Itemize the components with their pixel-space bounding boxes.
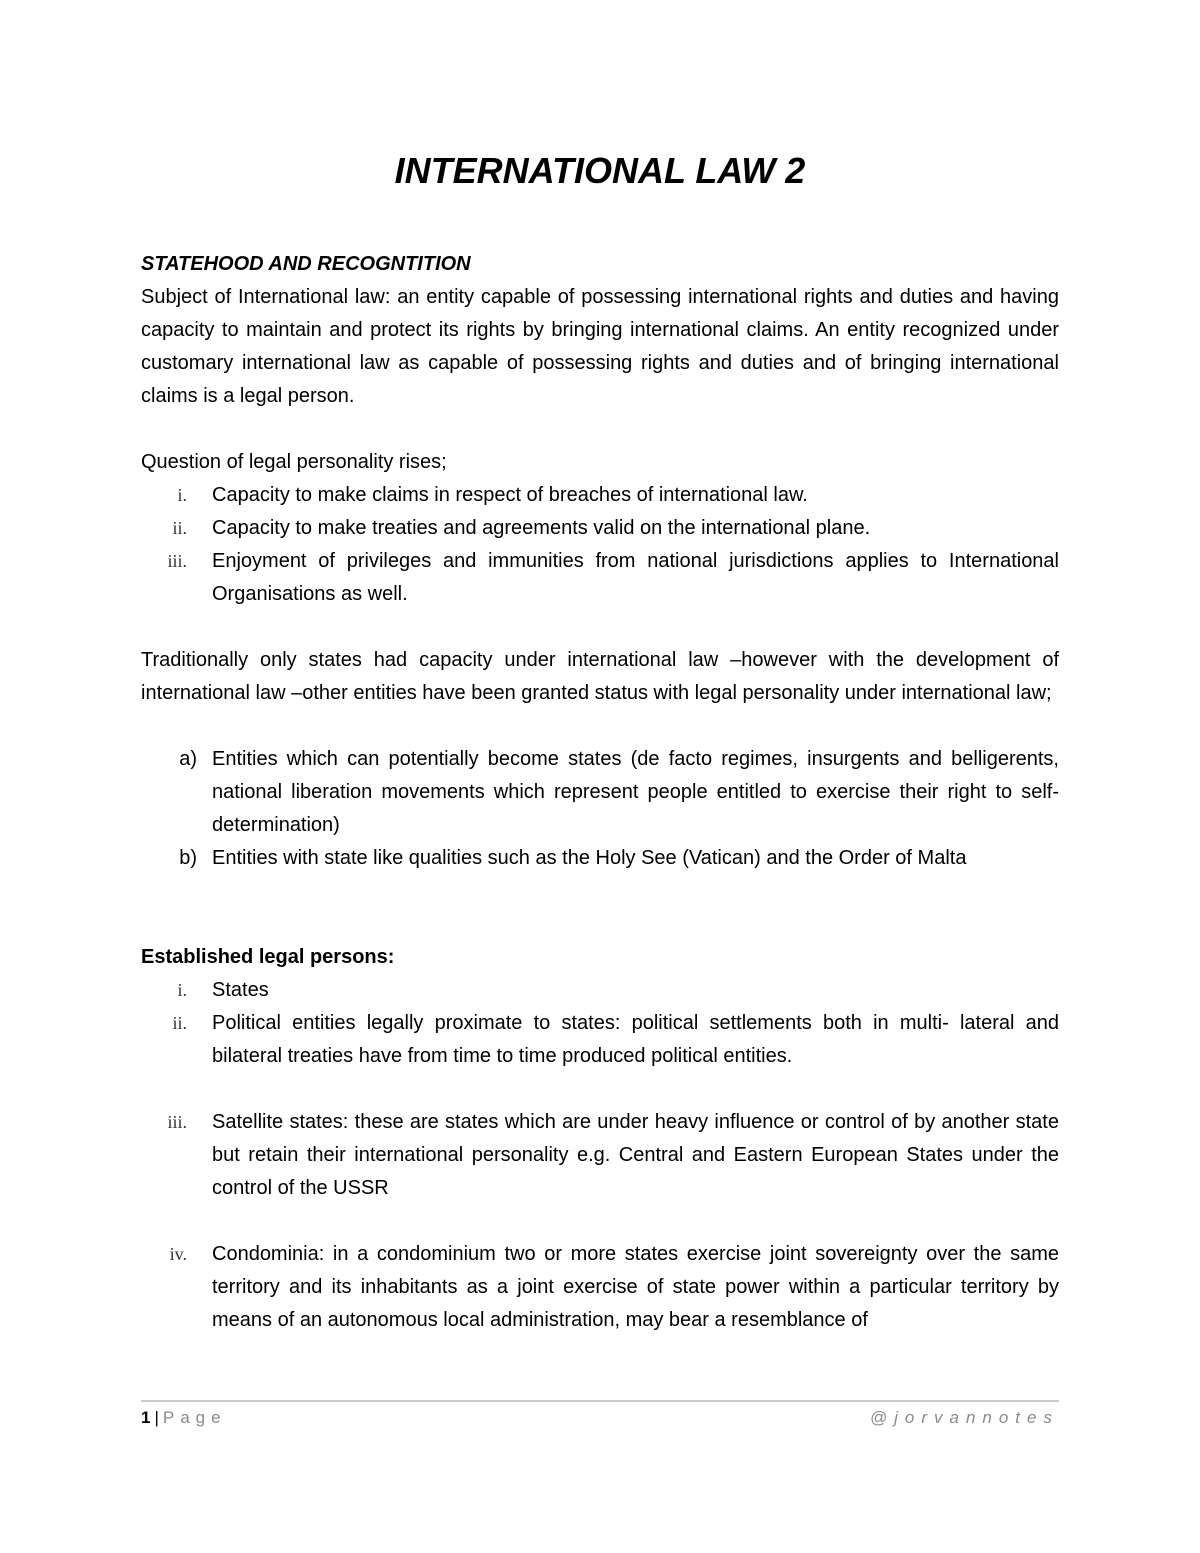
- list-marker: i.: [177, 485, 187, 505]
- list-marker: a): [179, 748, 197, 770]
- established-heading: Established legal persons:: [141, 946, 395, 968]
- list-item-text: Capacity to make treaties and agreements valid on the international plane.: [212, 517, 871, 539]
- question-intro: Question of legal personality rises;: [141, 451, 447, 473]
- page-number: 1: [141, 1408, 151, 1427]
- traditional-paragraph: Traditionally only states had capacity under international law –however with the development of international law –other entities have been granted status with legal personality under international law;: [141, 649, 1059, 704]
- list-marker: iii.: [167, 1112, 187, 1132]
- list-item: [141, 512, 1059, 545]
- list-marker: ii.: [172, 518, 187, 538]
- list-marker: iv.: [169, 1244, 187, 1264]
- list-marker: iii.: [167, 551, 187, 571]
- page-label: Page: [162, 1408, 227, 1427]
- list-item-text: Capacity to make claims in respect of breaches of international law.: [212, 484, 808, 506]
- document-title: INTERNATIONAL LAW 2: [394, 150, 806, 191]
- footer-page-info: [141, 1408, 227, 1428]
- section-heading: STATEHOOD AND RECOGNTITION: [141, 253, 471, 275]
- list-marker: b): [179, 847, 197, 869]
- list-item: [141, 842, 1059, 875]
- list-item: [141, 545, 1059, 611]
- list-item: [141, 1007, 1059, 1073]
- question-list: [141, 479, 1059, 611]
- list-item-text: Entities with state like qualities such as the Holy See (Vatican) and the Order of Malta: [212, 847, 967, 869]
- list-item-text: Political entities legally proximate to states: political settlements both in multi- lateral and bilateral treaties have from time to time produced political entities.: [212, 1012, 1059, 1067]
- list-marker: i.: [177, 980, 187, 1000]
- list-item: [141, 1106, 1059, 1205]
- entity-list: [141, 743, 1059, 875]
- list-item-text: Condominia: in a condominium two or more states exercise joint sovereignty over the same territory and its inhabitants as a joint exercise of state power within a particular territory by means of an autonomous local administration, may bear a resemblance of: [212, 1243, 1059, 1331]
- page-footer: [141, 1405, 1059, 1431]
- list-item-text: States: [212, 979, 269, 1001]
- list-item: [141, 479, 1059, 512]
- definition-paragraph: Subject of International law: an entity capable of possessing international rights and duties and having capacity to maintain and protect its rights by bringing international claims. An entity recognized under customary international law as capable of possessing rights and duties and of bringing international claims is a legal person.: [141, 286, 1059, 407]
- list-item-text: Satellite states: these are states which are under heavy influence or control of by another state but retain their international personality e.g. Central and Eastern European States under the control of the USSR: [212, 1111, 1059, 1199]
- list-marker: ii.: [172, 1013, 187, 1033]
- list-item-text: Enjoyment of privileges and immunities from national jurisdictions applies to International Organisations as well.: [212, 550, 1059, 605]
- author-handle: @jorvannotes: [869, 1408, 1059, 1427]
- list-item: [141, 1238, 1059, 1337]
- list-item: [141, 743, 1059, 842]
- footer-divider: [141, 1400, 1059, 1402]
- list-item: [141, 974, 1059, 1007]
- list-item-text: Entities which can potentially become states (de facto regimes, insurgents and belligerents, national liberation movements which represent people entitled to exercise their right to self-determination): [212, 748, 1059, 836]
- footer-separator: |: [154, 1408, 159, 1427]
- established-list: [141, 974, 1059, 1337]
- document-body: [141, 248, 1059, 1337]
